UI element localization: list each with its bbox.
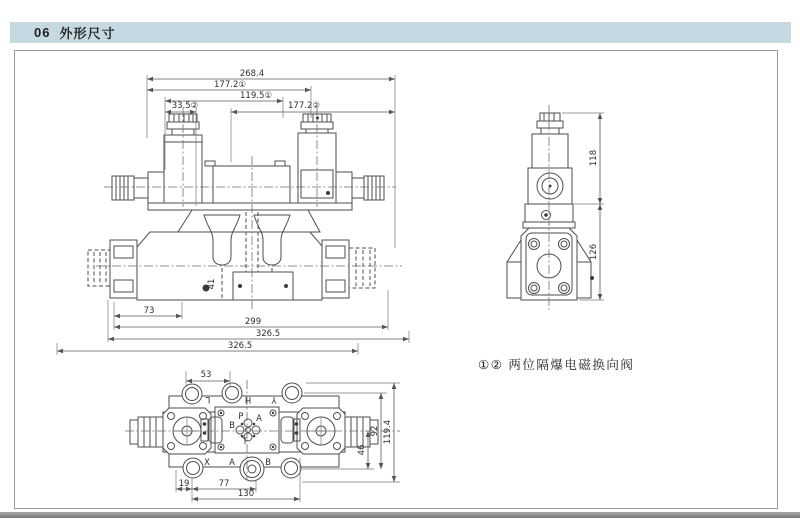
dim-92: 92 (370, 425, 380, 437)
tube-left (130, 417, 163, 447)
bottom-view (125, 370, 400, 502)
port-label-l: L (205, 394, 211, 404)
dim-width-177-config2: 177.2② (288, 101, 320, 111)
bottom-view-drawing (125, 380, 400, 481)
dim-119-4: 119.4 (383, 419, 393, 445)
side-view-drawing (507, 105, 594, 310)
dim-53: 53 (200, 370, 212, 380)
port-face-label-a: A (256, 414, 262, 424)
dim-77: 77 (218, 479, 230, 489)
dim-326-lower: 326.5 (227, 341, 253, 351)
dim-326-upper: 326.5 (255, 329, 281, 339)
port-face-label-t: T (242, 437, 248, 447)
front-view-drawing (88, 108, 402, 310)
dim-width-177-config1: 177.2① (214, 80, 246, 90)
port-label-x: X (204, 458, 210, 468)
port-label-b: B (265, 458, 271, 468)
dim-126: 126 (589, 243, 599, 261)
port-face-label-b: B (229, 421, 235, 431)
subplate (148, 203, 352, 210)
dim-130: 130 (237, 489, 255, 499)
dim-73: 73 (143, 306, 155, 316)
port-face-label-p: P (238, 412, 244, 422)
side-main-base (507, 228, 594, 300)
wing-left (88, 240, 137, 298)
dim-19: 19 (178, 479, 190, 489)
dim-width-33: 33.5② (171, 101, 199, 111)
footer-bar (0, 512, 800, 518)
dim-118: 118 (589, 149, 599, 167)
port-label-a: A (229, 458, 235, 468)
dim-width-119: 119.5① (240, 91, 272, 101)
note-text: ①② 两位隔爆电磁换向阀 (478, 358, 635, 372)
plug-left (112, 172, 164, 203)
side-view (507, 105, 604, 310)
side-solenoid-cap (537, 113, 563, 134)
section-number: 06 (34, 25, 51, 40)
plug-right (336, 172, 384, 203)
dim-46: 46 (357, 444, 367, 456)
section-title: 外形尺寸 (59, 26, 116, 41)
front-view (57, 69, 409, 355)
pilot-valve-body (205, 161, 290, 203)
dim-299: 299 (244, 317, 262, 327)
port-label-y: Y (271, 394, 277, 404)
port-label-h: H (244, 394, 252, 404)
label-41: 41 (207, 278, 217, 290)
side-solenoid-body (532, 134, 568, 168)
step-block (178, 210, 320, 232)
wing-right (322, 240, 375, 298)
dim-overall-width: 268.4 (239, 69, 265, 79)
